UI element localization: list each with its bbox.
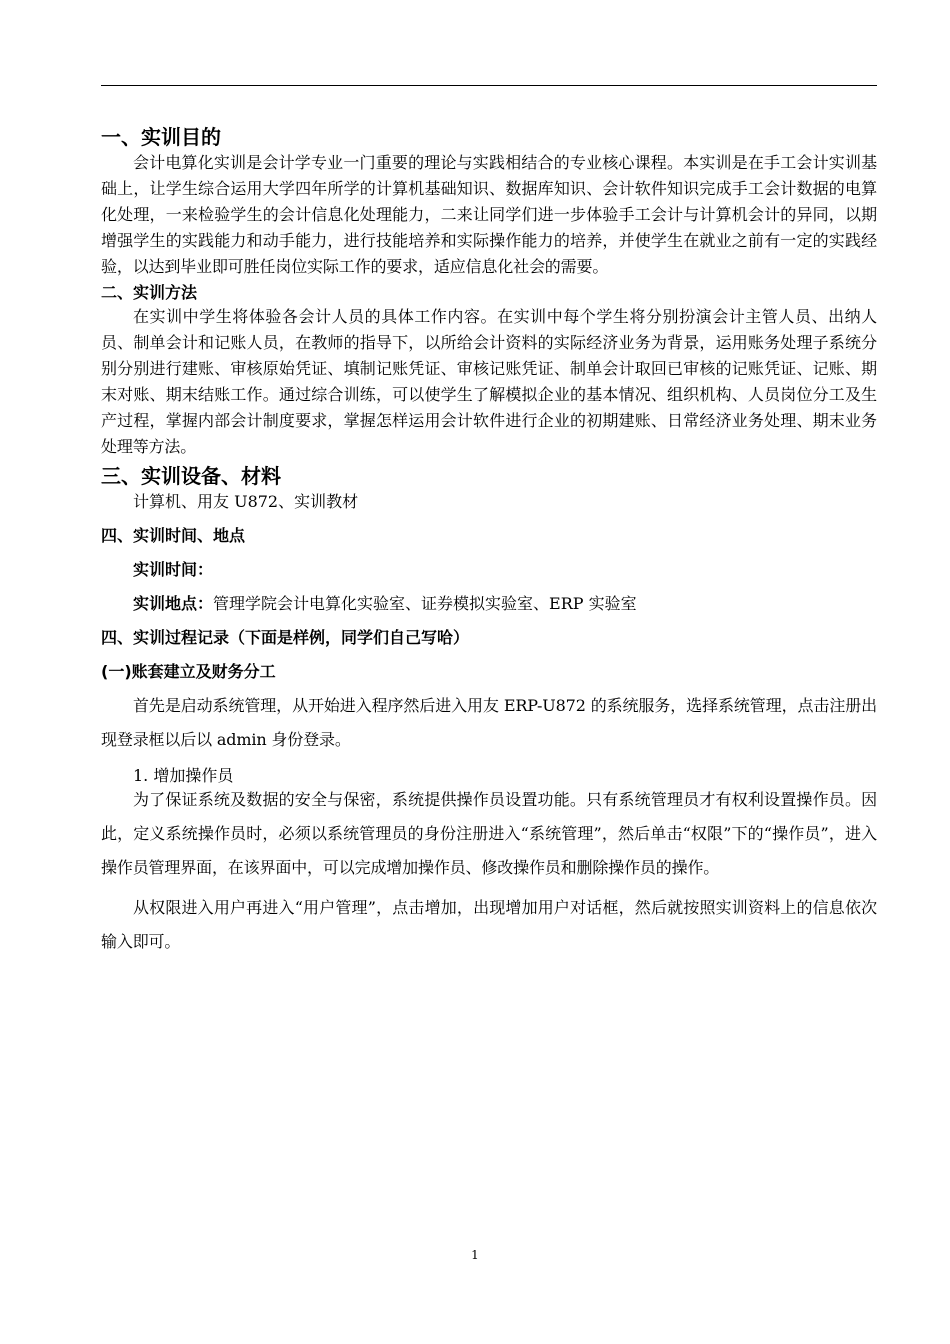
paragraph-setup: 首先是启动系统管理，从开始进入程序然后进入用友 ERP-U872 的系统服务，选择系统管理，点击注册出现登录框以后以 admin 身份登录。: [101, 696, 877, 749]
time-label: 实训时间：: [133, 560, 214, 579]
section-heading-process: 四、实训过程记录（下面是样例，同学们自己写哈）: [101, 628, 470, 647]
place-row: [101, 593, 877, 615]
paragraph-purpose: 会计电算化实训是会计学专业一门重要的理论与实践相结合的专业核心课程。本实训是在手工会计实训基础上，让学生综合运用大学四年所学的计算机基础知识、数据库知识、会计软件知识完成手工会计数据的电算化处理，一来检验学生的会计信息化处理能力，二来让同学们进一步体验手工会计与计算机会计的异同，以期增强学生的实践能力和动手能力，进行技能培养和实际操作能力的培养，并使学生在就业之前有一定的实践经验，以达到毕业即可胜任岗位实际工作的要求，适应信息化社会的需要。: [101, 153, 877, 276]
paragraph-method: 在实训中学生将体验各会计人员的具体工作内容。在实训中每个学生将分别扮演会计主管人员、出纳人员、制单会计和记账人员，在教师的指导下，以所给会计资料的实际经济业务为背景，运用账务处理子系统分别分别进行建账、审核原始凭证、填制记账凭证、审核记账凭证、制单会计取回已审核的记账凭证、记账、期末对账、期末结账工作。通过综合训练，可以使学生了解模拟企业的基本情况、组织机构、人员岗位分工及生产过程，掌握内部会计制度要求，掌握怎样运用会计软件进行企业的初期建账、日常经济业务处理、期末业务处理等方法。: [101, 307, 877, 456]
place-label: 实训地点：: [133, 594, 214, 613]
paragraph-equipment: 计算机、用友 U872、实训教材: [133, 492, 359, 511]
place-value: 管理学院会计电算化实验室、证券模拟实验室、ERP 实验室: [213, 594, 637, 613]
section-heading-time-place: 四、实训时间、地点: [101, 526, 246, 545]
section-heading-purpose: 一、实训目的: [101, 125, 221, 149]
item-heading-add-operator: 1. 增加操作员: [133, 766, 234, 785]
section-heading-method: 二、实训方法: [101, 283, 198, 302]
page-number: 1: [471, 1248, 479, 1262]
paragraph-add-operator: 为了保证系统及数据的安全与保密，系统提供操作员设置功能。只有系统管理员才有权利设置操作员。因此，定义系统操作员时，必须以系统管理员的身份注册进入“系统管理”，然后单击“权限”下的“操作员”，进入操作员管理界面，在该界面中，可以完成增加操作员、修改操作员和删除操作员的操作。: [101, 790, 877, 877]
header-rule: [101, 85, 877, 86]
section-heading-equipment: 三、实训设备、材料: [101, 464, 281, 488]
time-row: [101, 559, 877, 581]
subsection-heading-setup: (一)账套建立及财务分工: [101, 662, 276, 681]
paragraph-user-management: 从权限进入用户再进入“用户管理”，点击增加，出现增加用户对话框，然后就按照实训资料上的信息依次输入即可。: [101, 898, 877, 951]
document-body: [101, 120, 877, 959]
